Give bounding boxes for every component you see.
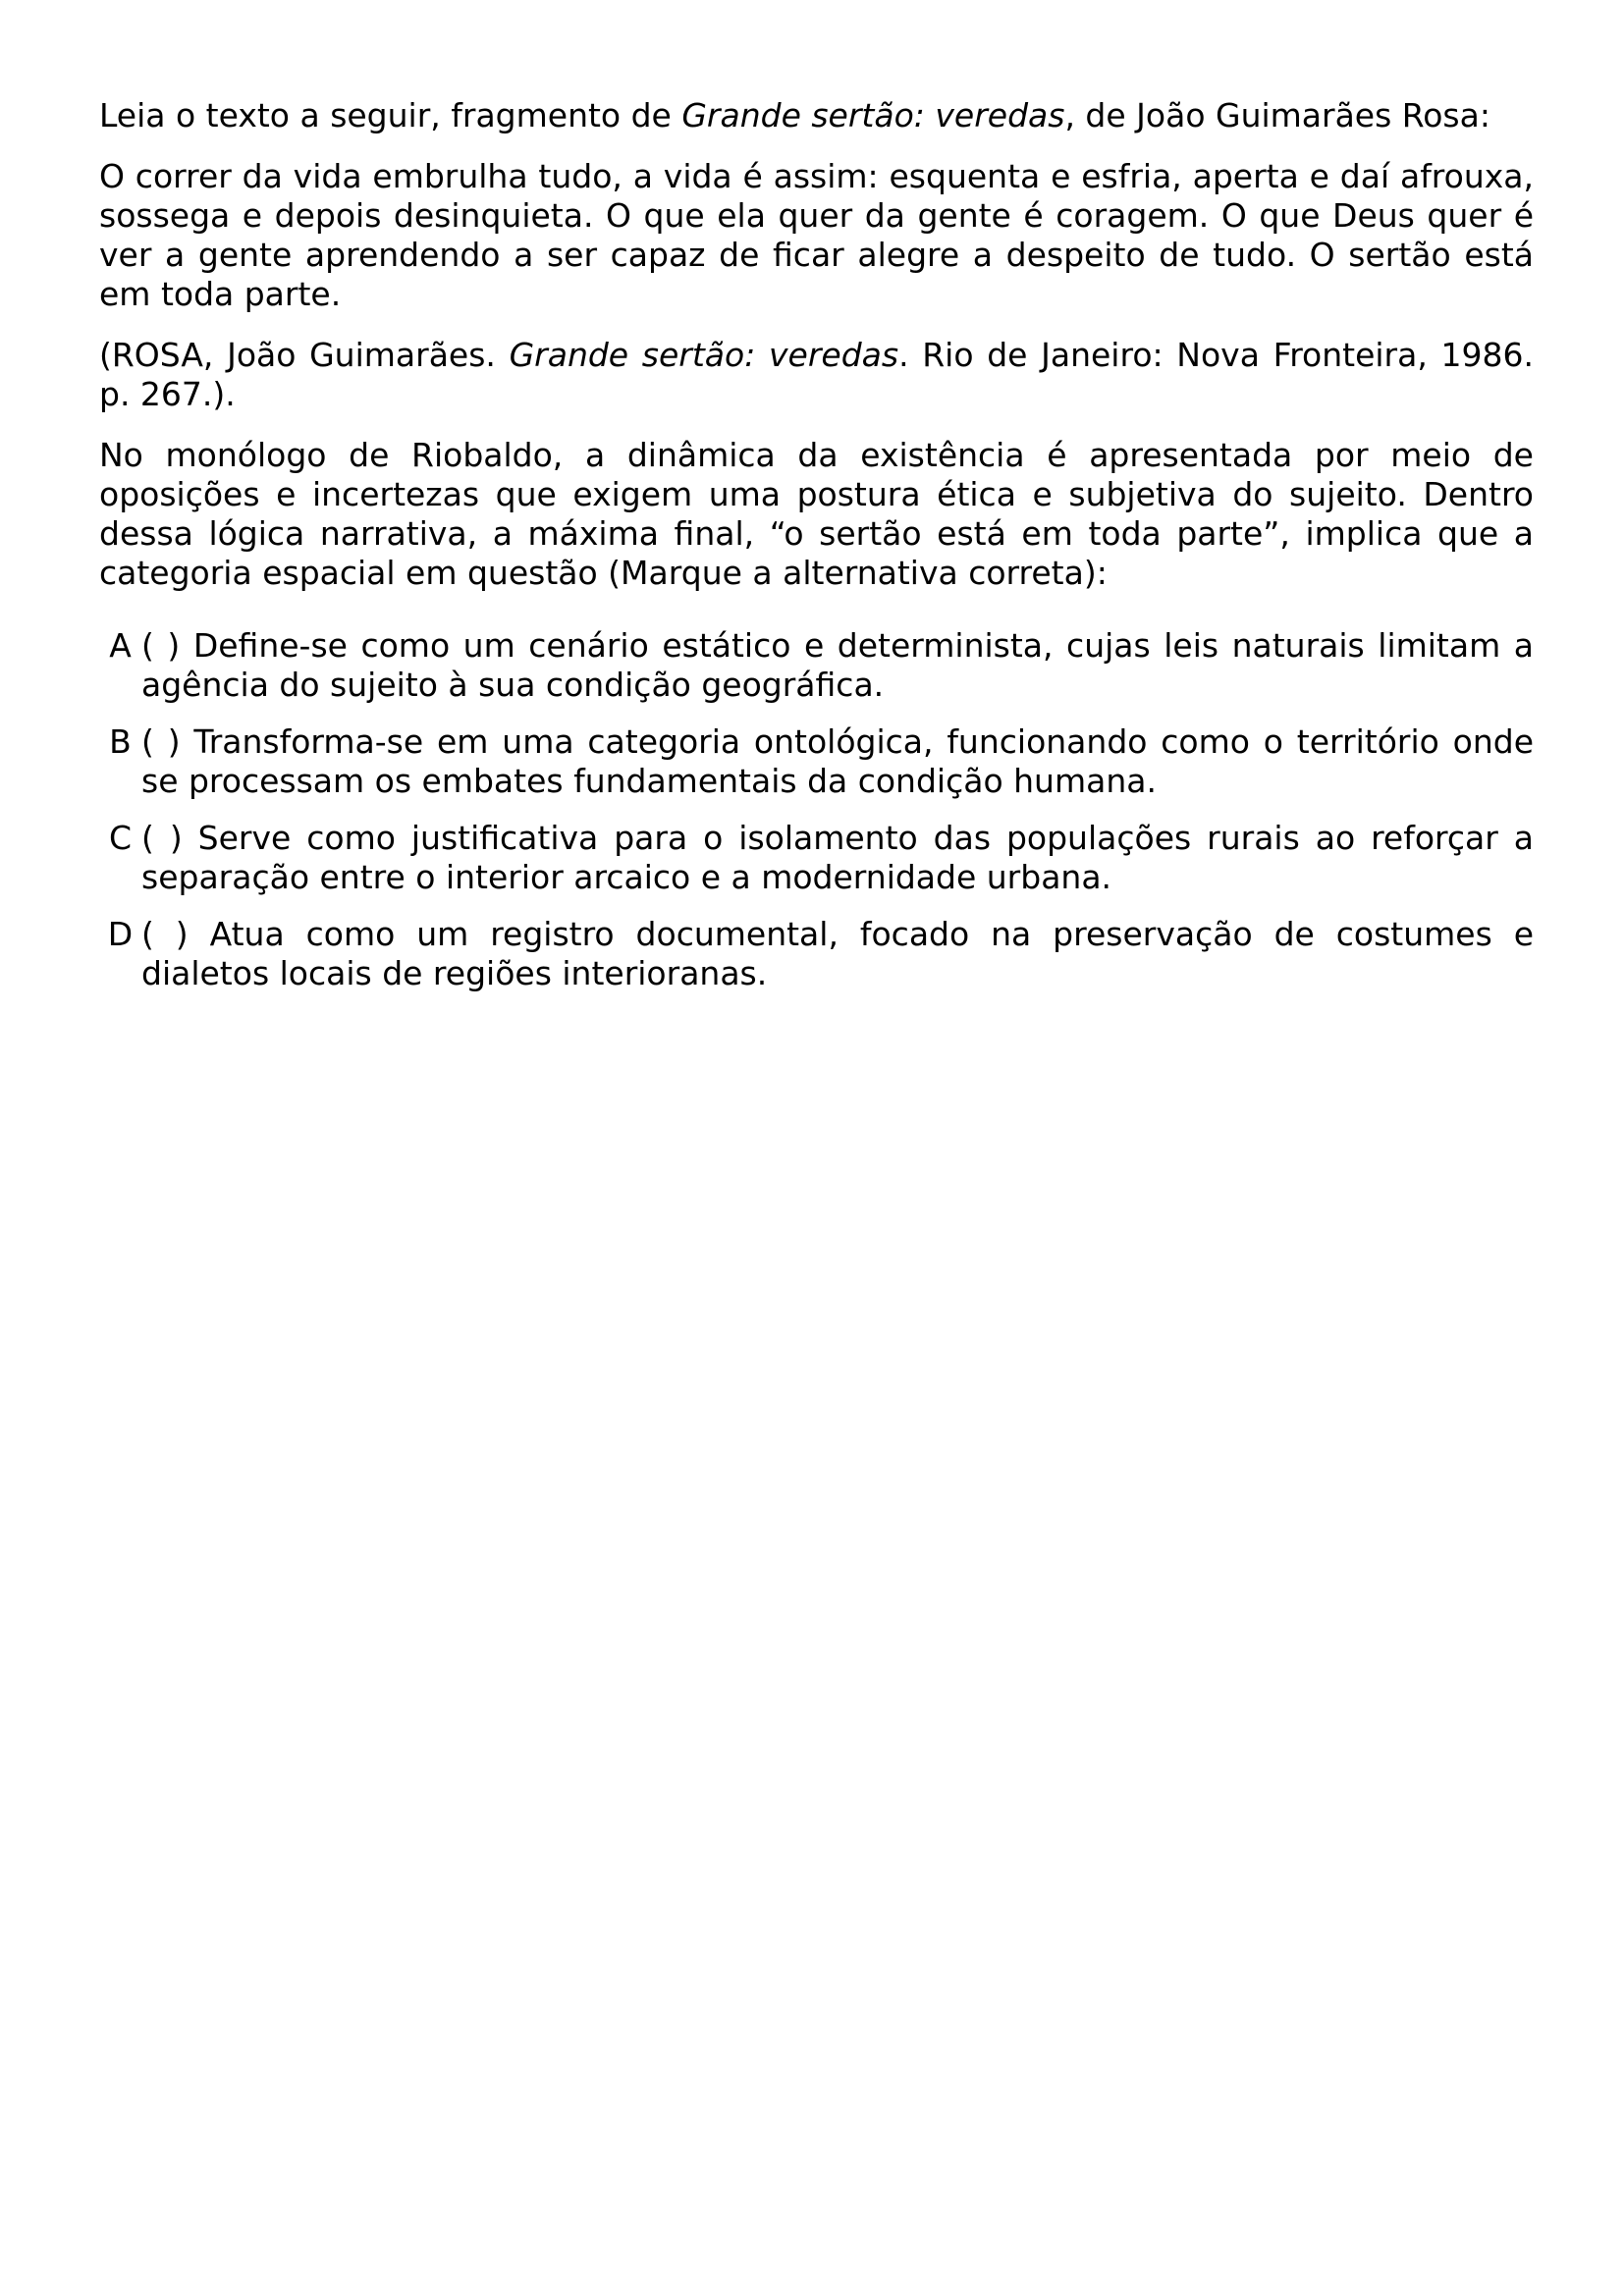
question-stem: No monólogo de Riobaldo, a dinâmica da existência é apresentada por meio de oposições e incertezas que exigem uma postura ética e subjetiva do sujeito. Dentro dessa lógica narrativa, a máxima final, “o sertão está em toda parte”, implica que a categoria espacial em questão (Marque a alternativa correta): [99, 436, 1534, 592]
option-d-text: ( ) Atua como um registro documental, focado na preservação de costumes e dialetos locais de regiões interioranas. [141, 915, 1534, 992]
option-c[interactable] [99, 819, 1534, 897]
quoted-excerpt: O correr da vida embrulha tudo, a vida é assim: esquenta e esfria, aperta e daí afrouxa, sossega e depois desinquieta. O que ela quer da gente é coragem. O que Deus quer é ver a gente aprendendo a ser capaz de ficar alegre a despeito de tudo. O sertão está em toda parte. [99, 157, 1534, 313]
document-page [99, 96, 1534, 1011]
citation-prefix: (ROSA, João Guimarães. [99, 336, 510, 374]
option-b[interactable] [99, 722, 1534, 801]
answer-options [99, 626, 1534, 993]
option-b-letter: B [109, 722, 132, 761]
option-a-letter: A [109, 626, 132, 665]
option-c-letter: C [108, 819, 133, 857]
option-d[interactable] [99, 915, 1534, 993]
citation-suffix: . Rio de Janeiro: Nova Fronteira, 1986. p. 267.). [99, 336, 1534, 413]
intro-paragraph [99, 96, 1534, 135]
option-d-letter: D [107, 915, 134, 953]
intro-suffix: , de João Guimarães Rosa: [1064, 96, 1490, 134]
citation-work-title: Grande sertão: veredas [509, 336, 899, 374]
intro-prefix: Leia o texto a seguir, fragmento de [99, 96, 682, 134]
option-c-text: ( ) Serve como justificativa para o isolamento das populações rurais ao reforçar a separação entre o interior arcaico e a modernidade urbana. [141, 819, 1534, 896]
option-a-text: ( ) Define-se como um cenário estático e determinista, cujas leis naturais limitam a agência do sujeito à sua condição geográfica. [141, 626, 1534, 704]
intro-work-title: Grande sertão: veredas [681, 96, 1065, 134]
option-a[interactable] [99, 626, 1534, 705]
citation [99, 336, 1534, 414]
option-b-text: ( ) Transforma-se em uma categoria ontológica, funcionando como o território onde se processam os embates fundamentais da condição humana. [141, 722, 1534, 800]
